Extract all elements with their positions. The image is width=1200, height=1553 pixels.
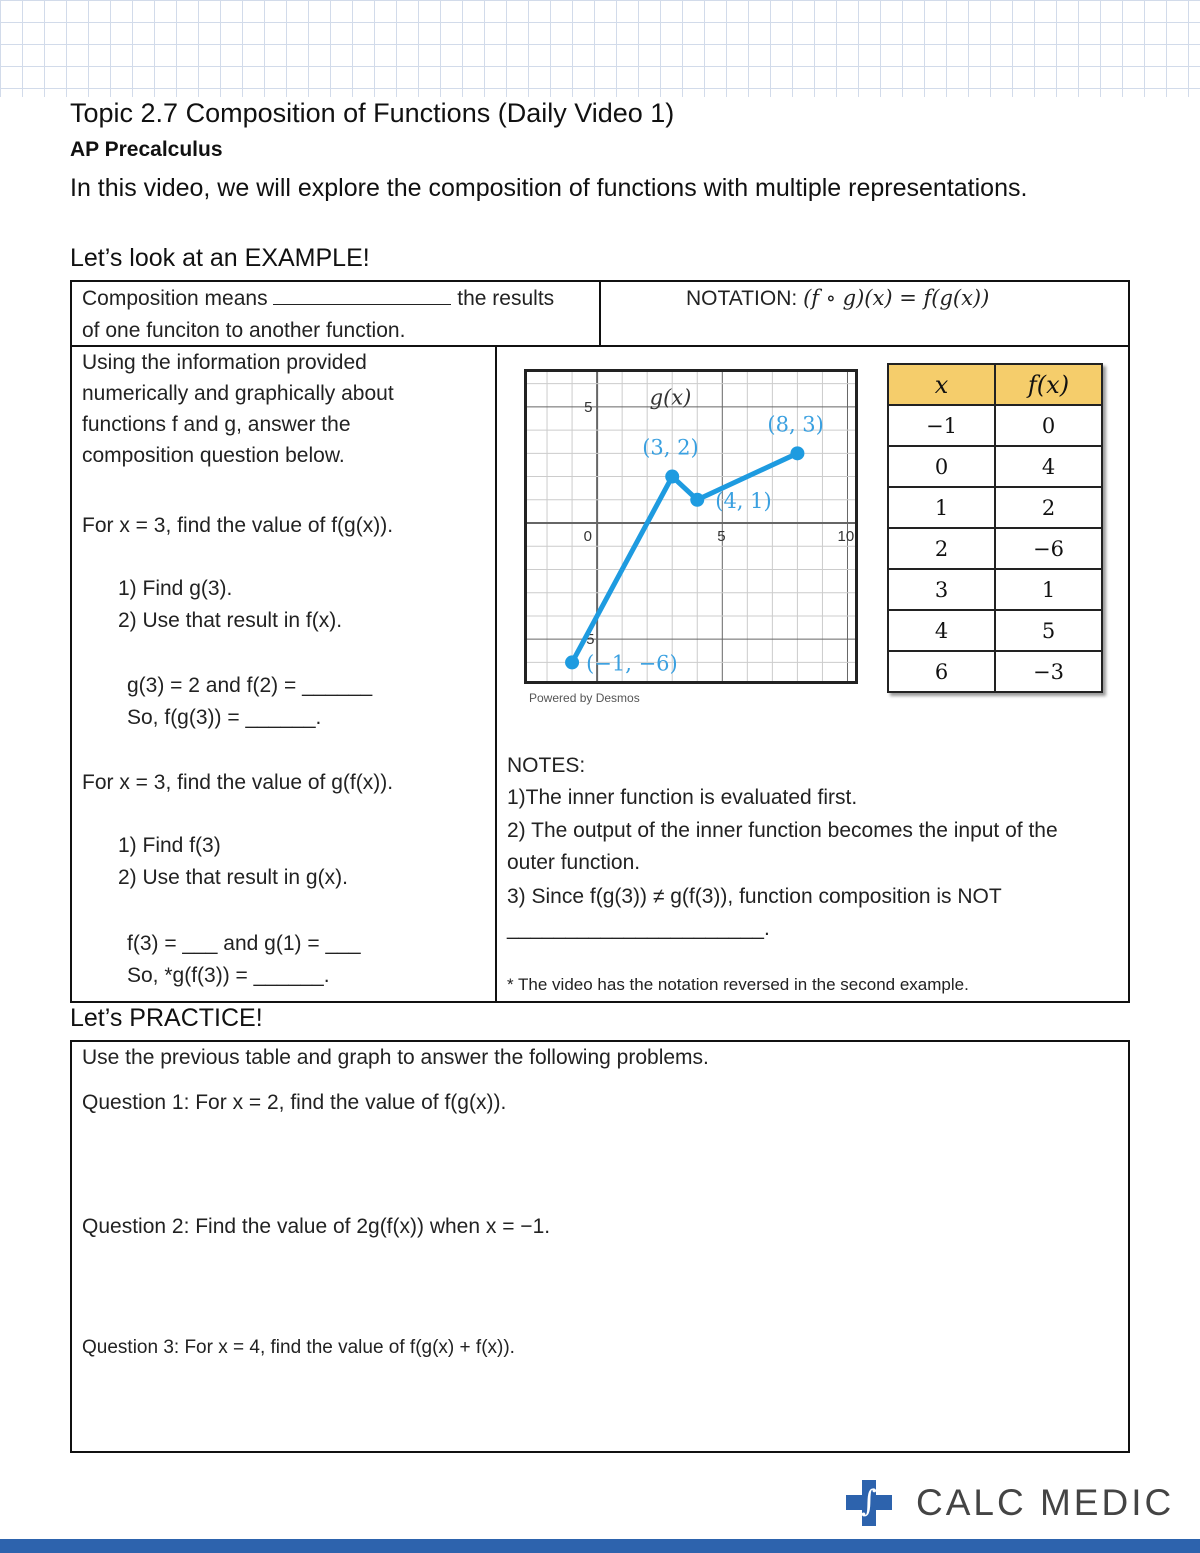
practice-intro: Use the previous table and graph to answer the following problems. [82,1046,709,1069]
y-tick-label: -5 [581,631,595,649]
calc-medic-logo-text: CALC MEDIC [916,1482,1175,1523]
notes-heading: NOTES: [507,754,586,777]
table-cell-fx: 0 [995,405,1102,446]
ex1-line1[interactable]: g(3) = 2 and f(2) = ______ [127,674,373,697]
question-3: Question 3: For x = 4, find the value of f(g(x) + f(x)). [82,1337,515,1358]
point-label: (−1, −6) [586,651,678,676]
practice-heading: Let’s PRACTICE! [70,1004,263,1032]
notation-formula: (f ∘ g)(x) = f(g(x)) [803,286,990,310]
note-3-blank[interactable]: ______________________. [507,917,770,940]
table-cell-fx: 4 [995,446,1102,487]
ex1-line2[interactable]: So, f(g(3)) = ______. [127,706,322,729]
table-cell-x: 2 [888,528,995,569]
table-cell-fx: −3 [995,651,1102,692]
table-row [888,446,1102,487]
table-cell-fx: 5 [995,610,1102,651]
data-point [565,655,579,669]
table-cell-x: 6 [888,651,995,692]
note-3: 3) Since f(g(3)) ≠ g(f(3)), function composition is NOT [507,885,1002,908]
x-tick-label: 10 [837,528,855,546]
footnote: * The video has the notation reversed in the second example. [507,975,969,994]
table-row [888,405,1102,446]
question-2: Question 2: Find the value of 2g(f(x)) when x = −1. [82,1215,551,1238]
table-header-fx: f(x) [995,364,1102,405]
notation-box [599,280,1130,347]
footer-bar [0,1539,1200,1553]
g-graph [524,369,858,684]
ex2-step2: 2) Use that result in g(x). [118,866,348,889]
note-2: 2) The output of the inner function becomes the input of the outer function. [507,819,1058,874]
notation-label: NOTATION: [686,287,798,310]
definition-part3: of one funciton to another function. [82,319,406,342]
table-cell-x: −1 [888,405,995,446]
calc-medic-logo-icon: ∫ [846,1480,892,1526]
table-row [888,528,1102,569]
instructions: Using the information provided numerically and graphically about functions f and g, answer the composition question below. [82,351,394,467]
graph-paper-header [0,0,1200,97]
desmos-credit: Powered by Desmos [529,691,640,705]
ex2-step1: 1) Find f(3) [118,834,221,857]
ex2-line2[interactable]: So, *g(f(3)) = ______. [127,964,330,987]
point-label: (3, 2) [642,435,699,460]
table-cell-x: 0 [888,446,995,487]
x-tick-label: 5 [717,528,726,546]
table-cell-fx: 1 [995,569,1102,610]
graph-title: g(x) [649,385,692,410]
note-1: 1)The inner function is evaluated first. [507,786,858,809]
table-row [888,487,1102,528]
course-name: AP Precalculus [70,138,223,161]
example-heading: Let’s look at an EXAMPLE! [70,244,370,272]
example-left-box [70,345,497,1003]
ex1-prompt: For x = 3, find the value of f(g(x)). [82,514,394,537]
table-header-x: x [888,364,995,405]
table-row [888,610,1102,651]
f-table [887,363,1103,693]
data-point [665,470,679,484]
page-title: Topic 2.7 Composition of Functions (Daily Video 1) [70,98,675,128]
ex2-prompt: For x = 3, find the value of g(f(x)). [82,771,394,794]
point-label: (4, 1) [715,488,772,513]
practice-box [70,1040,1130,1453]
point-label: (8, 3) [767,412,824,437]
data-point [690,493,704,507]
definition-blank[interactable] [273,286,451,305]
table-cell-x: 1 [888,487,995,528]
table-row [888,569,1102,610]
definition-box [70,280,601,347]
ex2-line1[interactable]: f(3) = ___ and g(1) = ___ [127,932,361,955]
x-tick-label: 0 [583,528,592,546]
table-cell-fx: −6 [995,528,1102,569]
table-row [888,651,1102,692]
data-point [790,446,804,460]
intro-text: In this video, we will explore the composition of functions with multiple representations. [70,174,1028,202]
y-tick-label: 5 [584,398,593,416]
ex1-step1: 1) Find g(3). [118,577,233,600]
table-cell-x: 3 [888,569,995,610]
table-cell-fx: 2 [995,487,1102,528]
definition-part2: the results [457,287,555,310]
question-1: Question 1: For x = 2, find the value of f(g(x)). [82,1091,507,1114]
ex1-step2: 2) Use that result in f(x). [118,609,343,632]
definition-part1: Composition means [82,287,268,310]
table-cell-x: 4 [888,610,995,651]
